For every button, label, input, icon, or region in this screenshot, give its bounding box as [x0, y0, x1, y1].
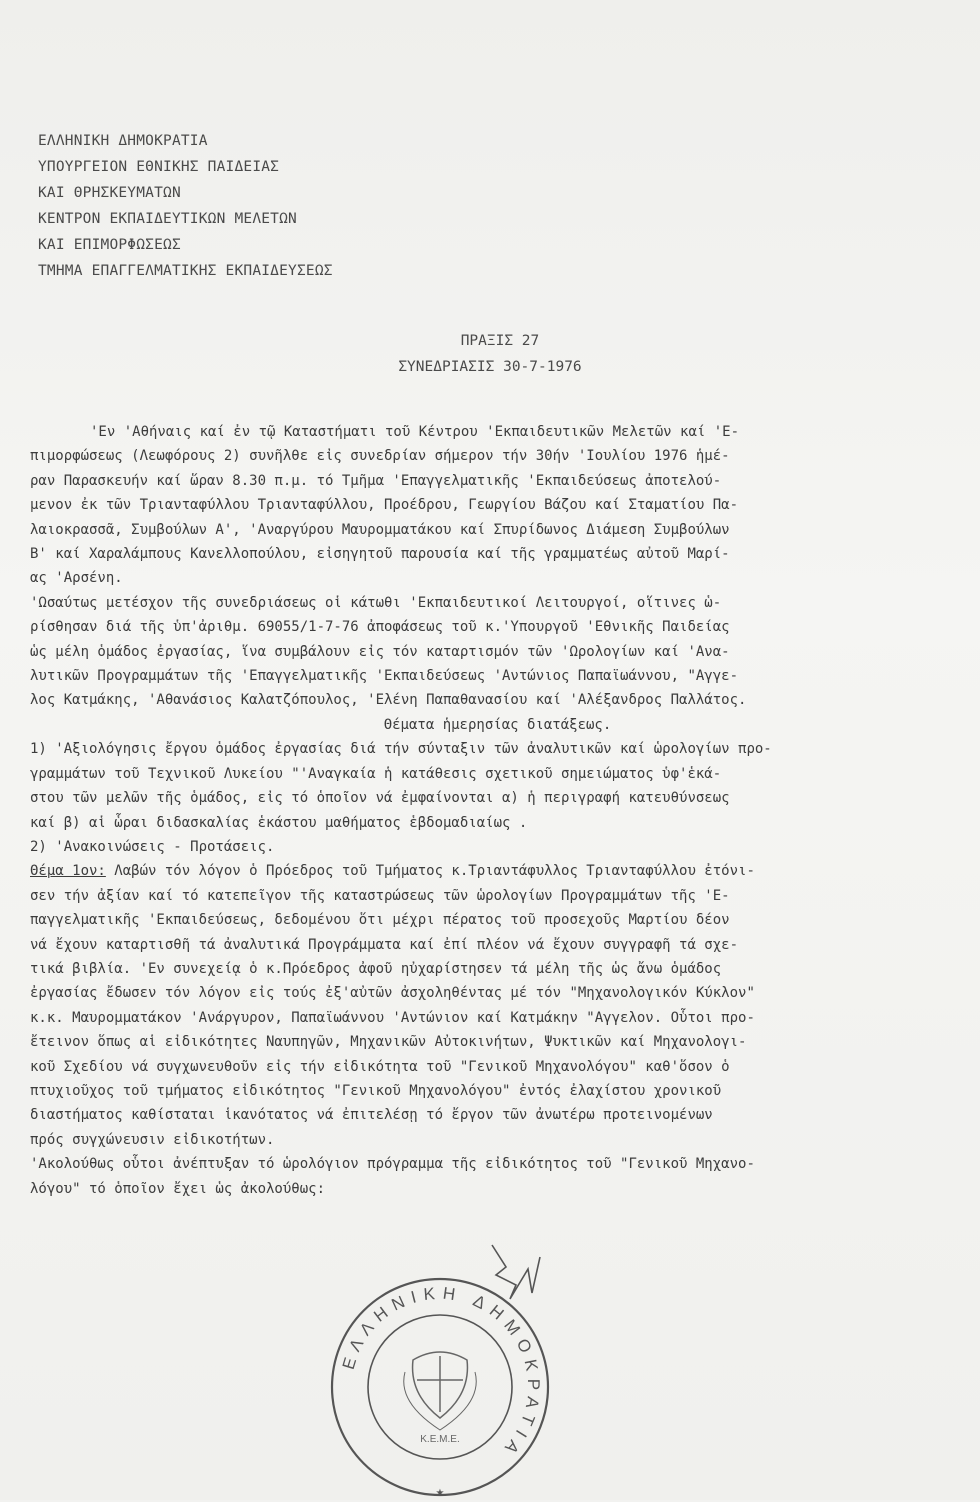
text-line: Β' καί Χαραλάμπους Κανελλοπούλου, εἰσηγητοῦ παρουσία καί τῆς γραμματέως αὐτοῦ Μαρί-: [30, 546, 730, 563]
text-line: λαιοκρασσᾶ, Συμβούλων Α', 'Αναργύρου Μαυρομματάκου καί Σπυρίδωνος Διάμεση Συμβούλων: [30, 521, 730, 538]
text-line: πρός συγχώνευσιν εἰδικοτήτων.: [30, 1131, 275, 1148]
letterhead-line: ΚΑΙ ΘΡΗΣΚΕΥΜΑΤΩΝ: [38, 185, 181, 201]
letterhead-line: ΕΛΛΗΝΙΚΗ ΔΗΜΟΚΡΑΤΙΑ: [38, 133, 208, 149]
act-number: ΠΡΑΞΙΣ 27: [460, 333, 540, 349]
text-line: λόγου" τό ὁποῖον ἔχει ὡς ἀκολούθως:: [30, 1180, 326, 1197]
text-line: τικά βιβλία. 'Εν συνεχείᾳ ὁ κ.Πρόεδρος ἀφοῦ ηὐχαρίστησεν τά μέλη τῆς ὡς ἄνω ὁμάδος: [30, 960, 722, 977]
text-line: λος Κατμάκης, 'Αθανάσιος Καλατζόπουλος, 'Ελένη Παπαθανασίου καί 'Αλέξανδρος Παλλάτος.: [30, 692, 747, 709]
theme-label: Θέμα 1ον:: [30, 863, 106, 880]
text-line: γραμμάτων τοῦ Τεχνικοῦ Λυκείου "'Αναγκαία ἡ κατάθεσις σχετικοῦ σημειώματος ὑφ'ἑκά-: [30, 765, 722, 782]
coat-of-arms-icon: [404, 1352, 477, 1430]
text-line: [30, 859, 965, 883]
text-line: ραν Παρασκευήν καί ὥραν 8.30 π.μ. τό Τμῆμα 'Επαγγελματικῆς 'Εκπαιδεύσεως ἀποτελού-: [30, 472, 722, 489]
text-line: 1) 'Αξιολόγησις ἔργου ὁμάδος ἐργασίας διά τήν σύνταξιν τῶν ἀναλυτικῶν καί ὡρολογίων προ-: [30, 741, 772, 758]
letterhead-line: ΤΜΗΜΑ ΕΠΑΓΓΕΛΜΑΤΙΚΗΣ ΕΚΠΑΙΔΕΥΣΕΩΣ: [38, 263, 333, 279]
text-line: καί β) αἱ ὧραι διδασκαλίας ἑκάστου μαθήματος ἑβδομαδιαίως .: [30, 814, 528, 831]
signature-mark: [482, 1235, 552, 1315]
text-line: πτυχιοῦχος τοῦ τμήματος εἰδικότητος "Γενικοῦ Μηχανολόγου" ἐντός ἐλαχίστου χρονικοῦ: [30, 1082, 722, 1099]
session-date: ΣΥΝΕΔΡΙΑΣΙΣ 30-7-1976: [398, 359, 582, 375]
svg-text:Κ.Ε.Μ.Ε.: Κ.Ε.Μ.Ε.: [420, 1434, 460, 1445]
text-line: 'Ακολούθως οὗτοι ἀνέπτυξαν τό ὡρολόγιον πρόγραμμα τῆς εἰδικότητος τοῦ "Γενικοῦ Μηχανο-: [30, 1156, 755, 1173]
letterhead-line: ΚΑΙ ΕΠΙΜΟΡΦΩΣΕΩΣ: [38, 237, 181, 253]
text-line: κ.κ. Μαυρομματάκον 'Ανάργυρον, Παπαϊωάννου 'Αντώνιον καί Κατμάκην "Αγγελον. Οὗτοι προ-: [30, 1009, 755, 1026]
text-line: 'Ωσαύτως μετέσχον τῆς συνεδριάσεως οἱ κάτωθι 'Εκπαιδευτικοί Λειτουργοί, οἵτινες ὡ-: [30, 594, 722, 611]
document-title: [0, 328, 980, 380]
document-body: [30, 420, 965, 1201]
agenda-item-2: 2) 'Ανακοινώσεις - Προτάσεις.: [30, 838, 275, 855]
svg-text:★: ★: [435, 1484, 445, 1500]
text-line: νά ἔχουν καταρτισθῆ τά ἀναλυτικά Προγράμματα καί ἐπί πλέον νά ἔχουν συγγραφῆ τά σχε-: [30, 936, 739, 953]
text-line: παγγελματικῆς 'Εκπαιδεύσεως, δεδομένου ὅτι μέχρι πέρατος τοῦ προσεχοῦς Μαρτίου δέον: [30, 912, 730, 929]
text-line: πιμορφώσεως (Λεωφόρους 2) συνῆλθε εἰς συνεδρίαν σήμερον τήν 30ήν 'Ιουλίου 1976 ἡμέ-: [30, 448, 730, 465]
text-line: κοῦ Σχεδίου νά συγχωνευθοῦν εἰς τήν εἰδικότητα τοῦ "Γενικοῦ Μηχανολόγου" καθ'ὅσον ὁ: [30, 1058, 730, 1075]
text-line: ρίσθησαν διά τῆς ὑπ'ἀριθμ. 69055/1-7-76 ἀποφάσεως τοῦ κ.'Υπουργοῦ 'Εθνικῆς Παιδείας: [30, 619, 730, 636]
agenda-heading: Θέματα ἡμερησίας διατάξεως.: [383, 716, 612, 733]
text-line: ὡς μέλη ὁμάδος ἐργασίας, ἵνα συμβάλουν εἰς τόν καταρτισμόν τῶν 'Ωρολογίων καί 'Ανα-: [30, 643, 730, 660]
text-line: ἔτεινον ὅπως αἱ εἰδικότητες Ναυπηγῶν, Μηχανικῶν Αὐτοκινήτων, Ψυκτικῶν καί Μηχανολογι-: [30, 1034, 747, 1051]
text-line: ἐργασίας ἔδωσεν τόν λόγον εἰς τούς ἐξ'αὐτῶν ἀσχοληθέντας μέ τόν "Μηχανολογικόν Κύκλον": [30, 985, 755, 1002]
letterhead-line: ΥΠΟΥΡΓΕΙΟΝ ΕΘΝΙΚΗΣ ΠΑΙΔΕΙΑΣ: [38, 159, 280, 175]
text-line: στου τῶν μελῶν τῆς ὁμάδος, εἰς τό ὁποῖον νά ἐμφαίνονται α) ἡ περιγραφή κατευθύνσεως: [30, 790, 730, 807]
text-line: μενον ἐκ τῶν Τριανταφύλλου Τριανταφύλλου, Προέδρου, Γεωργίου Βάζου καί Σταματίου Πα-: [30, 497, 739, 514]
text-line: σεν τήν ἀξίαν καί τό κατεπεῖγον τῆς καταστρώσεως τῶν ὡρολογίων Προγραμμάτων τῆς 'Ε-: [30, 887, 730, 904]
text-line: λυτικῶν Προγραμμάτων τῆς 'Επαγγελματικῆς 'Εκπαιδεύσεως 'Αντώνιος Παπαϊωάννου, "Αγγε-: [30, 668, 739, 685]
text-line: διαστήματος καθίσταται ἱκανότατος νά ἐπιτελέσῃ τό ἔργον τῶν ἀνωτέρω προτεινομένων: [30, 1107, 713, 1124]
text-line: 'Εν 'Αθήναις καί ἐν τῷ Καταστήματι τοῦ Κέντρου 'Εκπαιδευτικῶν Μελετῶν καί 'Ε-: [90, 424, 740, 440]
svg-text:ΕΛΛΗΝΙΚΗ ΔΗΜΟΚΡΑΤΙΑ: ΕΛΛΗΝΙΚΗ ΔΗΜΟΚΡΑΤΙΑ: [338, 1283, 544, 1463]
theme-text: Λαβών τόν λόγον ὁ Πρόεδρος τοῦ Τμήματος κ.Τριαντάφυλλος Τριανταφύλλου ἐτόνι-: [105, 863, 755, 880]
letterhead: [38, 128, 333, 284]
letterhead-line: ΚΕΝΤΡΟΝ ΕΚΠΑΙΔΕΥΤΙΚΩΝ ΜΕΛΕΤΩΝ: [38, 211, 297, 227]
text-line: ας 'Αρσένη.: [30, 570, 123, 587]
